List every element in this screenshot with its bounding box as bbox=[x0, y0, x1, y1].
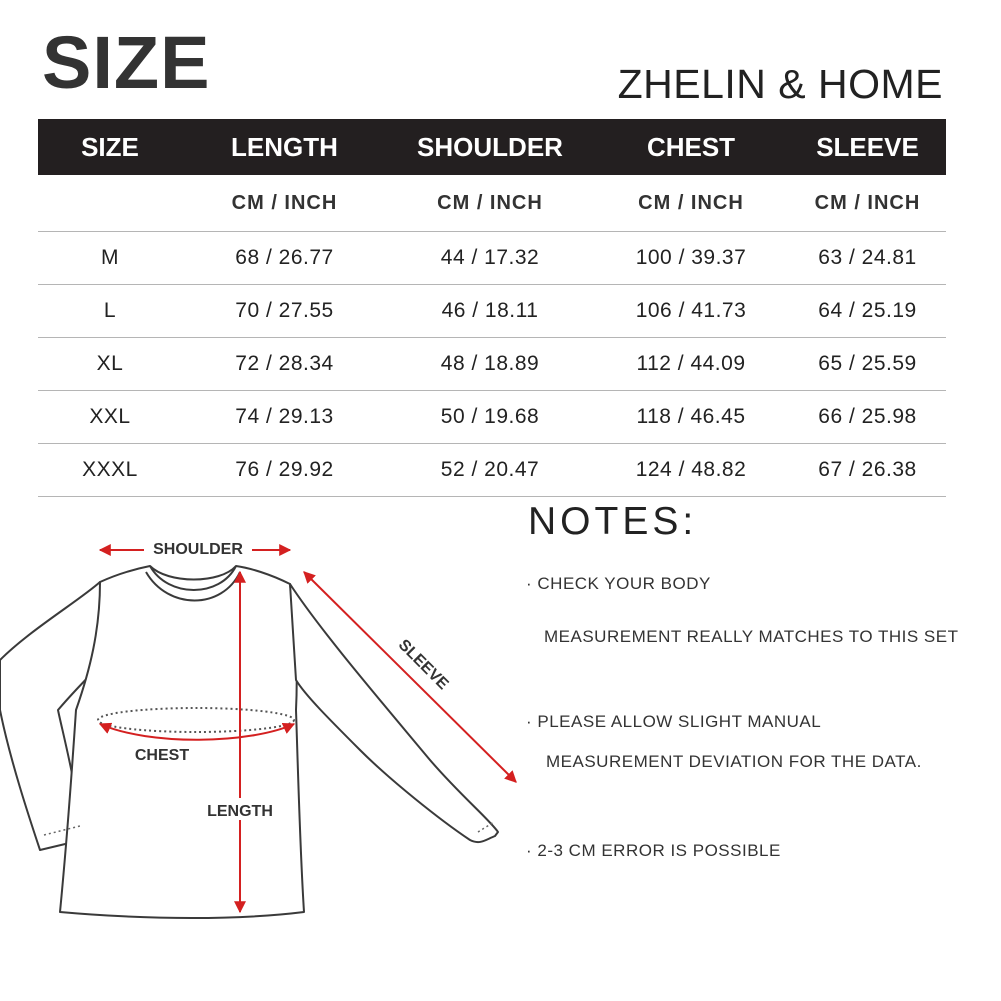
table-row bbox=[38, 338, 946, 391]
table-header-row bbox=[38, 119, 946, 175]
unit-cell bbox=[38, 175, 182, 232]
sleeve-cell: 67 / 26.38 bbox=[789, 444, 946, 497]
unit-cell: CM / INCH bbox=[387, 175, 593, 232]
header-size: SIZE bbox=[38, 119, 182, 175]
unit-cell: CM / INCH bbox=[593, 175, 789, 232]
note-line: · CHECK YOUR BODY bbox=[526, 574, 711, 593]
long-sleeve-shirt-icon bbox=[0, 566, 498, 918]
header-shoulder: SHOULDER bbox=[387, 119, 593, 175]
size-cell: L bbox=[38, 285, 182, 338]
size-cell: XXXL bbox=[38, 444, 182, 497]
note-line: MEASUREMENT DEVIATION FOR THE DATA. bbox=[546, 752, 922, 771]
chest-cell: 124 / 48.82 bbox=[593, 444, 789, 497]
table-row bbox=[38, 285, 946, 338]
size-table bbox=[38, 119, 946, 497]
note-line: · PLEASE ALLOW SLIGHT MANUAL bbox=[526, 712, 822, 731]
header-chest: CHEST bbox=[593, 119, 789, 175]
note-line: MEASUREMENT REALLY MATCHES TO THIS SET bbox=[544, 627, 959, 646]
shirt-diagram bbox=[0, 520, 530, 940]
page-title: SIZE bbox=[42, 21, 211, 104]
length-label: LENGTH bbox=[207, 803, 273, 820]
chest-cell: 106 / 41.73 bbox=[593, 285, 789, 338]
shoulder-cell: 52 / 20.47 bbox=[387, 444, 593, 497]
shoulder-label: SHOULDER bbox=[153, 541, 243, 558]
table-row bbox=[38, 444, 946, 497]
length-cell: 70 / 27.55 bbox=[182, 285, 387, 338]
chest-cell: 100 / 39.37 bbox=[593, 232, 789, 285]
notes-title: NOTES: bbox=[528, 500, 698, 543]
chest-cell: 118 / 46.45 bbox=[593, 391, 789, 444]
brand-name: ZHELIN & HOME bbox=[617, 61, 943, 107]
length-cell: 72 / 28.34 bbox=[182, 338, 387, 391]
sleeve-label: SLEEVE bbox=[394, 636, 452, 694]
header-length: LENGTH bbox=[182, 119, 387, 175]
shoulder-cell: 50 / 19.68 bbox=[387, 391, 593, 444]
length-cell: 74 / 29.13 bbox=[182, 391, 387, 444]
table-row bbox=[38, 391, 946, 444]
note-line: · 2-3 CM ERROR IS POSSIBLE bbox=[526, 841, 781, 860]
size-cell: M bbox=[38, 232, 182, 285]
sleeve-cell: 66 / 25.98 bbox=[789, 391, 946, 444]
units-row bbox=[38, 175, 946, 232]
sleeve-cell: 64 / 25.19 bbox=[789, 285, 946, 338]
sleeve-cell: 65 / 25.59 bbox=[789, 338, 946, 391]
size-cell: XL bbox=[38, 338, 182, 391]
sleeve-cell: 63 / 24.81 bbox=[789, 232, 946, 285]
table-row bbox=[38, 232, 946, 285]
unit-cell: CM / INCH bbox=[789, 175, 946, 232]
size-cell: XXL bbox=[38, 391, 182, 444]
shoulder-cell: 44 / 17.32 bbox=[387, 232, 593, 285]
chest-label: CHEST bbox=[134, 747, 190, 764]
header-sleeve: SLEEVE bbox=[789, 119, 946, 175]
chest-cell: 112 / 44.09 bbox=[593, 338, 789, 391]
unit-cell: CM / INCH bbox=[182, 175, 387, 232]
length-cell: 76 / 29.92 bbox=[182, 444, 387, 497]
shoulder-cell: 46 / 18.11 bbox=[387, 285, 593, 338]
shoulder-cell: 48 / 18.89 bbox=[387, 338, 593, 391]
length-cell: 68 / 26.77 bbox=[182, 232, 387, 285]
